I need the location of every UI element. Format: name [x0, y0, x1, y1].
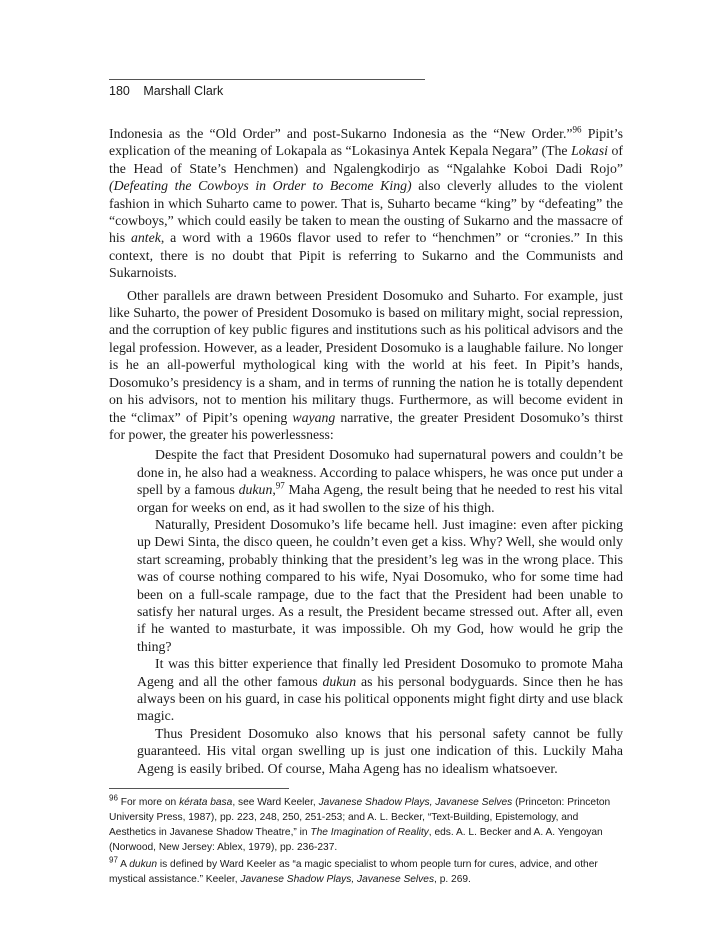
- footnote: [109, 795, 623, 855]
- italic-text: dukun: [238, 482, 273, 498]
- text-run: For more on: [117, 797, 180, 808]
- text-run: (Princeton: Princeton University Press, 1987), pp. 223, 248, 250, 251-253; and A. L. Becker, “Text-Building, Epistemology, and Aesthetics in Javanese Shadow Theatre,” in: [109, 797, 611, 838]
- text-run: also cleverly alludes to the violent fashion in which Suharto came to power. That is, Suharto became “king” by “defeating” the “cowboys,” which could easily be taken to mean the ousting of Sukarno and the massacre of his: [109, 178, 623, 246]
- block-quote-paragraph: [137, 655, 623, 725]
- italic-text: (Defeating the Cowboys in Order to Become King): [109, 178, 412, 194]
- text-run: Indonesia as the “Old Order” and post-Sukarno Indonesia as the “New Order.”: [109, 126, 573, 141]
- block-quote-paragraph: [137, 516, 623, 655]
- footnote-ref: 97: [109, 855, 118, 865]
- text-run: , eds. A. L. Becker and A. A. Yengoyan (Norwood, New Jersey: Ablex, 1979), pp. 236-237.: [109, 827, 603, 853]
- running-author: Marshall Clark: [143, 84, 224, 98]
- block-quote-paragraph: [137, 446, 623, 516]
- italic-text: Javanese Shadow Plays, Javanese Selves: [318, 797, 513, 808]
- italic-text: antek: [130, 230, 161, 246]
- footnotes: [109, 795, 623, 887]
- text-run: Pipit’s explication of the meaning of Lokapala as “Lokasinya Antek Kepala Negara” (The: [109, 126, 623, 159]
- text-run: ,: [272, 482, 276, 498]
- text-run: Other parallels are drawn between President Dosomuko and Suharto. For example, just like Suharto, the power of President Dosomuko is based on military might, social repression, and the corruption of key public figures and institutions such as his political advisors and the legal profession. However, as a leader, President Dosomuko is a laughable failure. No longer is he an all-powerful mythological king with the world at his feet. In Pipit’s hands, Dosomuko’s presidency is a sham, and in terms of running the nation he is totally dependent on his advisors, not to mention his military thugs. Furthermore, as will become evident in the “climax” of Pipit’s opening: [109, 287, 623, 425]
- text-run: Maha Ageng, the result being that he needed to rest his vital organ for weeks on end, as it had swollen to the size of his thigh.: [137, 482, 623, 515]
- italic-text: dukun: [129, 859, 158, 870]
- footnote-ref: 97: [275, 480, 285, 491]
- footnote-ref: 96: [572, 124, 582, 135]
- text-run: of the Head of State’s Henchmen) and Ngalengkodirjo as “Ngalahke Koboi Dadi Rojo”: [109, 143, 623, 176]
- italic-text: kérata basa: [179, 797, 233, 808]
- header-rule: [109, 79, 425, 80]
- footnote: [109, 857, 623, 887]
- text-run: as his personal bodyguards. Since then he has always been on his guard, in case his political opponents might fight dirty and use black magic.: [137, 673, 623, 724]
- running-header: [109, 84, 223, 98]
- text-run: A: [117, 859, 130, 870]
- text-run: Naturally, President Dosomuko’s life became hell. Just imagine: even after picking up Dewi Sinta, the disco queen, he couldn’t even get a kiss. Why? Well, she would only start screaming, probably thinking that the president’s leg was in the wrong place. This was of course nothing compared to his wife, Nyai Dosomuko, who for some time had been on a full-scale rampage, due to the fact that the President had been unable to satisfy her natural urges. As a result, the President became stressed out. After all, even if he wanted to masturbate, it was impossible. Oh my God, how would he grip the thing?: [137, 516, 623, 654]
- italic-text: Lokasi: [571, 143, 608, 159]
- footnote-ref: 96: [109, 793, 118, 803]
- text-run: , a word with a 1960s flavor used to refer to “henchmen” or “cronies.” In this context, there is no doubt that Pipit is referring to Sukarno and the Communists and Sukarnoists.: [109, 230, 623, 281]
- page-number: 180: [109, 84, 130, 98]
- body-paragraph: [109, 125, 623, 282]
- block-quote-paragraph: [137, 725, 623, 777]
- italic-text: wayang: [292, 409, 336, 425]
- text-run: Thus President Dosomuko also knows that his personal safety cannot be fully guaranteed. His vital organ swelling up is just one indication of this. Luckily Maha Ageng is easily bribed. Of course, Maha Ageng has no idealism whatsoever.: [137, 725, 623, 776]
- italic-text: The Imagination of Reality: [310, 827, 429, 838]
- main-text: [109, 125, 623, 777]
- text-run: is defined by Ward Keeler as “a magic specialist to whom people turn for cures, advice, and other mystical assistance.” Keeler,: [109, 859, 598, 885]
- text-run: narrative, the greater President Dosomuko’s thirst for power, the greater his powerlessness:: [109, 409, 623, 442]
- body-paragraph: [109, 287, 623, 444]
- text-run: It was this bitter experience that finally led President Dosomuko to promote Maha Ageng and all the other famous: [137, 656, 623, 689]
- italic-text: dukun: [322, 673, 357, 689]
- text-run: Despite the fact that President Dosomuko had supernatural powers and couldn’t be done in, he also had a weakness. According to palace whispers, he was once put under a spell by a famous: [137, 447, 623, 498]
- footnote-rule: [109, 788, 289, 789]
- text-run: , see Ward Keeler,: [232, 797, 319, 808]
- block-quote: [137, 446, 623, 777]
- text-run: , p. 269.: [434, 874, 471, 885]
- italic-text: Javanese Shadow Plays, Javanese Selves: [240, 874, 435, 885]
